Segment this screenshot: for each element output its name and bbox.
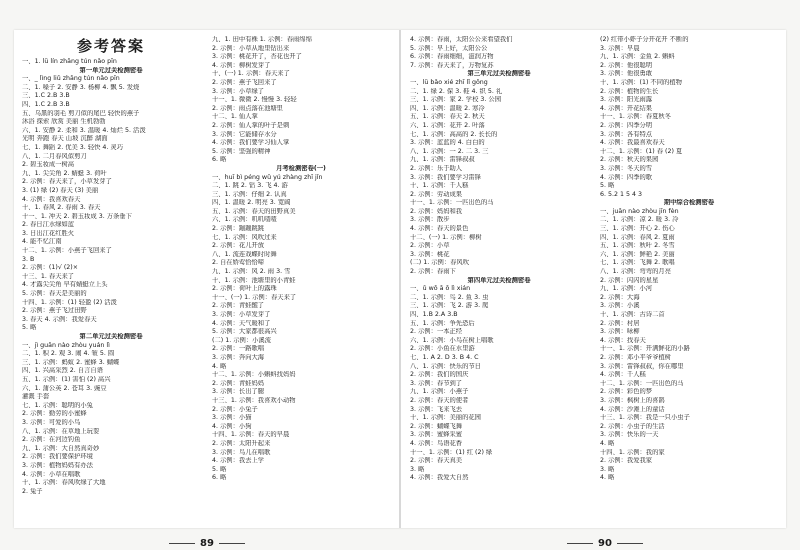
answer-line: 3. 示例：他很勇敢 xyxy=(600,70,653,78)
answer-line: 2. 碧玉妆成一树高 xyxy=(22,161,75,169)
answer-line: 一、jì guān nào zhòu yuán lì xyxy=(22,341,110,349)
answer-line: 4. 示例：春天的景色 xyxy=(410,225,469,233)
answer-line: 4. 示例：天气暖和了 xyxy=(212,319,271,327)
answer-line: 5. 示例：早上好，太阳公公 xyxy=(410,44,488,52)
answer-line: 2. 示例：勤劳的小蜜蜂 xyxy=(22,410,87,418)
answer-line: 2. 示例：燕子飞过田野 xyxy=(22,307,87,315)
answer-line: 三、1.C 2.B 3.B xyxy=(22,92,70,100)
answer-line: 七、1. 示例：聪明的小兔 xyxy=(22,401,93,409)
answer-line: 5. 示例：大家都很高兴 xyxy=(212,328,277,336)
answer-line: 3. 示例：奔向大海 xyxy=(212,353,265,361)
answer-line: 九、1. 示例：金鱼 2. 蝌蚪 xyxy=(600,53,675,61)
answer-line: 十一、1. 示例：开满鲜花的小路 xyxy=(600,345,690,353)
answer-line: 2. 示例：春雨下 xyxy=(410,268,456,276)
answer-line: 2. 示例：燕子飞回来了 xyxy=(212,78,277,86)
answer-column-4 xyxy=(600,36,778,483)
answer-line: 四、1. 示例：温暖 2. 寒冷 xyxy=(410,104,485,112)
answer-line: 2. 示例：我爱我家 xyxy=(600,457,653,465)
answer-line: 十二、1. 示例：小燕子飞回来了 xyxy=(22,247,112,255)
answer-line: (二) 1. 示例：春风吹 xyxy=(410,259,470,267)
answer-line: 十二、1. 示例：小蝌蚪找妈妈 xyxy=(212,371,296,379)
answer-line: 6. 略 xyxy=(212,474,227,482)
answer-line: 十一、1. 示例：春夏秋冬 xyxy=(600,113,671,121)
answer-line: 五、1. 示例：春天的田野真美 xyxy=(212,207,296,215)
answer-line: 2. 示例：在河边钓鱼 xyxy=(22,436,81,444)
answer-line: 光明 奔跑 春天 山坡 沉醉 湖面 xyxy=(22,135,108,143)
answer-line: 2. 示例：一路歌唱 xyxy=(212,345,265,353)
answer-line: 九、1. 示例：雷锋叔叔 xyxy=(410,156,475,164)
section-heading: 第三单元过关检测密卷 xyxy=(467,70,531,78)
answer-line: 3. 示例：可爱的小鸟 xyxy=(22,418,81,426)
answer-line: 4. 才露尖尖角 早有蜻蜓立上头 xyxy=(22,281,108,289)
answer-line: 十一、1. 示例：(1) 红 (2) 绿 xyxy=(410,448,493,456)
answer-line: 5. 示例：坚强的精神 xyxy=(212,147,271,155)
answer-line: 二、1. 嗓子 2. 安静 3. 杨柳 4. 飘 5. 发烧 xyxy=(22,83,140,91)
answer-line: 一、huī bì péng wǔ yú zhàng zhī jǐn xyxy=(212,173,323,181)
answer-line: 2. 示例：村居 xyxy=(600,319,640,327)
answer-column-3 xyxy=(410,36,588,483)
answer-line: 2. 示例：(1)√ (2)× xyxy=(22,264,79,272)
answer-line: 八、1. 流连戏蝶时时舞 xyxy=(212,250,277,258)
answer-line: 九、1. 尖尖角 2. 蜻蜓 3. 荷叶 xyxy=(22,169,107,177)
section-heading: 第四单元过关检测密卷 xyxy=(467,276,531,284)
answer-line: 3. 示例：阳光雨露 xyxy=(600,96,653,104)
answer-line: 一、ǔ wō ā ō lì xián xyxy=(410,285,471,293)
answer-line: 五、1. 示例：争先恐后 xyxy=(410,319,475,327)
answer-line: 十、1. 示例：(1) 不同的植物 xyxy=(600,78,682,86)
answer-line: 八、1. 示例：一 2. 二 3. 三 xyxy=(410,147,489,155)
answer-line: 六、1. 安静 2. 柔和 3. 温暖 4. 灿烂 5. 活泼 xyxy=(22,126,146,134)
answer-line: 二、1. 跳 2. 钻 3. 飞 4. 游 xyxy=(212,182,288,190)
answer-line: 3. 日出江花红胜火 xyxy=(22,229,75,237)
answer-line: 2. 示例：一本正经 xyxy=(410,328,463,336)
answer-line: 沐浴 探索 欣赏 美丽 生机勃勃 xyxy=(22,118,106,126)
answer-line: 2. 示例：他很聪明 xyxy=(600,61,653,69)
answer-line: 十、1. 示例：千人糕 xyxy=(410,182,469,190)
answer-line: 三、1. 示例：开心 2. 伤心 xyxy=(600,225,675,233)
answer-line: 四、1.B 2.A 3.B xyxy=(410,311,458,318)
answer-line: 3. 示例：小草发芽了 xyxy=(212,311,271,318)
answer-line: 2. 春日江水绿如蓝 xyxy=(22,221,75,229)
answer-line: 十一、1. 微微 2. 慢慢 3. 轻轻 xyxy=(212,96,297,104)
answer-line: 3. 示例：它能储存水分 xyxy=(212,130,277,138)
answer-line: 4. 略 xyxy=(600,439,615,447)
answer-line: 十一、(一) 1. 示例：春天来了 xyxy=(212,293,297,301)
answer-line: 一、1. lǜ lín zhāng tún nǎo pīn xyxy=(22,58,117,65)
page-gutter xyxy=(399,30,401,528)
answer-line: 3. 示例：我们要学习雷锋 xyxy=(410,173,481,181)
answer-line: 3. B xyxy=(22,255,35,263)
answer-line: 七、1. A 2. D 3. B 4. C xyxy=(410,353,479,361)
answer-line: (二) 1. 示例：小溪流 xyxy=(212,336,272,344)
answer-line: 2. 自在娇莺恰恰啼 xyxy=(212,259,265,267)
answer-line: 3. 示例：蜜蜂采蜜 xyxy=(410,431,463,439)
answer-line: 九、1. 示例：风 2. 雨 3. 雪 xyxy=(212,268,291,276)
answer-line: 3. 示例：早晨 xyxy=(600,44,640,52)
answer-line: 3. 示例：蓝蓝的 4. 白白的 xyxy=(410,139,485,147)
answer-line: 3. 示例：枫树上的喜鹊 xyxy=(600,396,665,404)
answer-line: 3. 示例：植物妈妈有办法 xyxy=(22,461,93,469)
answer-line: 2. 示例：劳动成果 xyxy=(410,190,463,198)
answer-line: 十、1. 春风 2. 春雨 3. 春天 xyxy=(22,204,101,212)
answer-line: 七、1. 示例：风吹过来 xyxy=(212,233,277,241)
answer-line: 3. 示例：小猫 xyxy=(212,414,252,422)
answer-line: 4. 示例：找春天 xyxy=(600,336,646,344)
answer-line: 2. 示例：春天的使者 xyxy=(410,396,469,404)
answer-line: 4. 示例：小草在唱歌 xyxy=(22,470,81,478)
answer-line: 十四、1. 示例：春天的早晨 xyxy=(212,431,290,439)
answer-line: 2. 兔子 xyxy=(22,487,43,495)
answer-line: 六、1. 蒲公英 2. 苍耳 3. 豌豆 xyxy=(22,384,107,392)
answer-line: 九、1. 示例：小燕子 xyxy=(410,388,469,396)
answer-line: 十一、1. 示例：一匹出色的马 xyxy=(410,199,494,207)
answer-line: 五、乌黑的羽毛 剪刀似的尾巴 轻快的燕子 xyxy=(22,109,140,117)
answer-line: 3. 示例：雷锋叔叔，你在哪里 xyxy=(600,362,684,370)
answer-line: 2. 示例：春天真美 xyxy=(410,457,463,465)
answer-line: 7. 示例：春天来了，万物复苏 xyxy=(410,61,494,69)
answer-column-1 xyxy=(22,36,200,496)
answer-line: 二、1. 示例：鸟 2. 鱼 3. 虫 xyxy=(410,293,489,301)
answer-line: 2. 示例：仙人掌的叶子是刺 xyxy=(212,121,290,129)
answer-line: 四、1. 温暖 2. 明亮 3. 宽阔 xyxy=(212,199,291,207)
answer-line: 三、1. 示例：家 2. 学校 3. 公园 xyxy=(410,96,502,104)
answer-line: 2. 示例：蹦蹦跳跳 xyxy=(212,225,265,233)
answer-line: 十二、1. 仙人掌 xyxy=(212,113,258,121)
answer-line: 4. 示例：开花结果 xyxy=(600,104,653,112)
answer-line: 4. 示例：小狗 xyxy=(212,422,252,430)
answer-line: 七、1. 示例：飞舞 2. 歌唱 xyxy=(600,259,675,267)
answer-line: 2. 示例：妈妈和我 xyxy=(410,207,463,215)
answer-line: 十二、1. 示例：(1) 春 (2) 夏 xyxy=(600,147,683,155)
answer-line: 2. 示例：花儿开放 xyxy=(212,242,265,250)
answer-line: 2. 示例：小鱼在水里游 xyxy=(410,345,475,353)
answer-line: 四、1.C 2.B 3.B xyxy=(22,100,70,108)
answer-line: 3. 示例：桃花 xyxy=(410,250,450,258)
answer-line: 六、1. 示例：花开 2. 叶落 xyxy=(410,121,485,129)
answer-line: 十、(一) 1. 示例：春天来了 xyxy=(212,70,290,78)
answer-line: 3. 春天 4. 示例：我爱春天 xyxy=(22,315,97,323)
answer-line: 2. 示例：大海 xyxy=(600,293,640,301)
answer-line: 2. 示例：雨点落在池塘里 xyxy=(212,104,283,112)
answer-line: 6. 略 xyxy=(212,156,227,164)
answer-line: 八、1. 示例：在草地上玩耍 xyxy=(22,427,100,435)
section-heading: 月考检测密卷(一) xyxy=(276,164,326,172)
answer-line: 3. 示例：桃花开了，杏花也开了 xyxy=(212,53,302,61)
answer-line: 八、1. 示例：快乐的节日 xyxy=(410,362,481,370)
answer-line: 九、1. 田中有株 1. 示例：春雨绵绵 xyxy=(212,36,312,43)
answer-line: 4. 能不忆江南 xyxy=(22,238,62,246)
answer-line: 十四、1. 示例：(1) 轻盈 (2) 活泼 xyxy=(22,298,117,306)
answer-column-2 xyxy=(212,36,390,483)
answer-line: 一、juān nào zhòu jīn fèn xyxy=(600,207,679,215)
answer-line: 3. 略 xyxy=(410,465,425,473)
answer-line: 3. 示例：冬天的雪 xyxy=(600,164,653,172)
answer-line: 2. 示例：我们要保护环境 xyxy=(22,453,93,461)
answer-line: 一、lǜ bǎo xié zhī lǐ gōng xyxy=(410,78,488,86)
answer-line: 4. 示例：我爱大自然 xyxy=(410,474,469,482)
answer-line: 二、1. 示例：凉 2. 暖 3. 冷 xyxy=(600,216,679,224)
answer-line: 4. 示例：我去上学 xyxy=(212,457,265,465)
answer-line: 4. 示例：我们要学习仙人掌 xyxy=(212,139,290,147)
answer-line: 十四、1. 示例：我的家 xyxy=(600,448,665,456)
answer-line: 六、1. 示例：小鸟在树上唱歌 xyxy=(410,336,494,344)
answer-line: 三、1. 示例：飞 2. 游 3. 爬 xyxy=(410,302,489,310)
answer-line: 4. 示例：沙滩上的童话 xyxy=(600,405,665,413)
answer-line: 2. 示例：荷叶上的露珠 xyxy=(212,285,277,293)
answer-line: 十、1. 示例：美丽的花园 xyxy=(410,414,481,422)
answer-line: 九、1. 示例：小河 xyxy=(600,285,653,293)
answer-line: 2. 示例：彩色的梦 xyxy=(600,388,653,396)
answer-line: 六、1. 示例：鲜艳 2. 美丽 xyxy=(600,250,675,258)
answer-line: 八、1. 示例：弯弯的月亮 xyxy=(600,268,671,276)
answer-line: 十二、(一) 1. 示例：柳树 xyxy=(410,233,482,241)
answer-line: 6. 示例：春雨细细，滋润万物 xyxy=(410,53,494,61)
answer-line: 十、1. 示例：古诗二首 xyxy=(600,311,665,318)
answer-line: 3. 示例：散步 xyxy=(410,216,450,224)
answer-line: 4. 示例：春雨，太阳公公来看望我们 xyxy=(410,36,513,43)
answer-line: 四、1. 兴高采烈 2. 自言自语 xyxy=(22,367,103,375)
answer-line: 2. 示例：春天来了，小草发芽了 xyxy=(22,178,112,186)
answer-line: 5. 略 xyxy=(600,182,615,190)
answer-line: 4. 略 xyxy=(212,362,227,370)
answer-line: 十三、1. 春天来了 xyxy=(22,272,75,280)
answer-line: 4. 示例：我喜欢春天 xyxy=(22,195,81,203)
answer-line: 七、1. 示例：高高的 2. 长长的 xyxy=(410,130,498,138)
answer-line: 3. 示例：鸟儿在唱歌 xyxy=(212,448,271,456)
answer-line: 2. 示例：蝴蝶飞舞 xyxy=(410,422,463,430)
answer-line: 十二、1. 示例：一匹出色的马 xyxy=(600,379,684,387)
answer-line: 5. 略 xyxy=(212,465,227,473)
section-heading: 期中综合检测密卷 xyxy=(663,199,715,207)
answer-line: 二、1. 积 2. 观 3. 闹 4. 皱 5. 圆 xyxy=(22,350,115,358)
answer-line: 三、1. 示例：仔细 2. 认真 xyxy=(212,190,287,198)
answer-line: 2. 示例：我们的国庆 xyxy=(410,371,469,379)
answer-line: 2. 示例：秋天的果园 xyxy=(600,156,659,164)
answer-line: 二、1. 绿 2. 保 3. 鞋 4. 织 5. 礼 xyxy=(410,87,503,95)
page-number-left: 89 xyxy=(164,538,250,549)
section-heading: 第二单元过关检测密卷 xyxy=(79,333,143,340)
answer-line: 3. 示例：快乐的一天 xyxy=(600,431,659,439)
answer-line: 2. 示例：四季分明 xyxy=(600,121,653,129)
answer-line: 3. 示例：长出了腿 xyxy=(212,388,265,396)
answer-line: (2) 红带小虾子分开花开 不断的 xyxy=(600,36,689,43)
answer-line: 3. 略 xyxy=(600,465,615,473)
answer-line: 4. 示例：千人糕 xyxy=(600,371,646,379)
answer-line: 2. 示例：乐于助人 xyxy=(410,164,463,172)
answer-line: 一、_ lìng liǔ zhāng tún nǎo pīn xyxy=(22,75,120,83)
answer-line: 2. 示例：闪闪的星星 xyxy=(600,276,659,284)
answer-line: 三、1. 示例：蚂蚁 2. 蜜蜂 3. 蝴蝶 xyxy=(22,358,120,366)
answer-line: 2. 示例：小草从地里钻出来 xyxy=(212,44,290,52)
answer-line: 六、1. 示例：叽叽喳喳 xyxy=(212,216,277,224)
answer-line: 4. 示例：我最喜欢春天 xyxy=(600,139,665,147)
answer-line: 2. 示例：小草 xyxy=(410,242,450,250)
answer-line: 五、1. 示例：秋叶 2. 冬雪 xyxy=(600,242,675,250)
answer-line: 2. 示例：邓小平爷爷植树 xyxy=(600,353,671,361)
answer-line: 十一、1. 冲天 2. 碧玉妆成 3. 万条垂下 xyxy=(22,212,132,220)
answer-line: 6. 5.2 1 5 4 3 xyxy=(600,190,643,198)
answer-line: 4. 示例：四季的歌 xyxy=(600,173,653,181)
answer-line: 五、1. 示例：春天 2. 秋天 xyxy=(410,113,485,121)
answer-line: 5. 略 xyxy=(22,324,37,332)
answer-line: 4. 示例：柳树发芽了 xyxy=(212,61,271,69)
answer-line: 四、1. 示例：春风 2. 夏雨 xyxy=(600,233,675,241)
answer-line: 十三、1. 示例：我是一只小虫子 xyxy=(600,414,690,422)
answer-line: 九、1. 示例：大自然真奇妙 xyxy=(22,444,100,452)
answer-line: 3. 示例：小草绿了 xyxy=(212,87,265,95)
answer-line: 2. 示例：小兔子 xyxy=(212,405,258,413)
answer-line: 3. 示例：春节到了 xyxy=(410,379,463,387)
page-title: 参考答案 xyxy=(76,37,145,55)
answer-line: 2. 示例：青蛙醒了 xyxy=(212,302,265,310)
answer-line: 灌溉 手套 xyxy=(22,393,50,401)
page-number-right: 90 xyxy=(562,538,648,549)
answer-line: 十、1. 示例：春风吹绿了大地 xyxy=(22,479,106,487)
answer-line: 十三、1. 示例：我喜欢小动物 xyxy=(212,396,296,404)
answer-line: 2. 示例：植物的生长 xyxy=(600,87,659,95)
answer-line: 3. 示例：咏柳 xyxy=(600,328,640,336)
answer-line: 八、1. 二月春风似剪刀 xyxy=(22,152,87,160)
answer-line: 2. 示例：小虫子的生活 xyxy=(600,422,665,430)
answer-line: 七、1. 舞蹈 2. 优美 3. 轻快 4. 灵巧 xyxy=(22,143,124,151)
answer-line: 五、1. 示例：(1) 害怕 (2) 高兴 xyxy=(22,375,111,383)
answer-key-spread xyxy=(14,30,786,549)
answer-line: 3. 示例：小溪 xyxy=(600,302,640,310)
answer-line: 3. (1) 绿 (2) 春天 (3) 美丽 xyxy=(22,186,99,194)
answer-line: 4. 略 xyxy=(600,474,615,482)
answer-line: 5. 示例：春天是美丽的 xyxy=(22,290,87,298)
answer-line: 十、1. 示例：池塘里的小青蛙 xyxy=(212,276,296,284)
section-heading: 第一单元过关检测密卷 xyxy=(79,66,143,74)
answer-line: 3. 示例：飞来飞去 xyxy=(410,405,463,413)
answer-line: 4. 示例：鸟语花香 xyxy=(410,439,463,447)
answer-line: 2. 示例：太阳升起来 xyxy=(212,439,271,447)
answer-line: 2. 示例：青蛙妈妈 xyxy=(212,379,265,387)
answer-line: 3. 示例：各有特点 xyxy=(600,130,653,138)
